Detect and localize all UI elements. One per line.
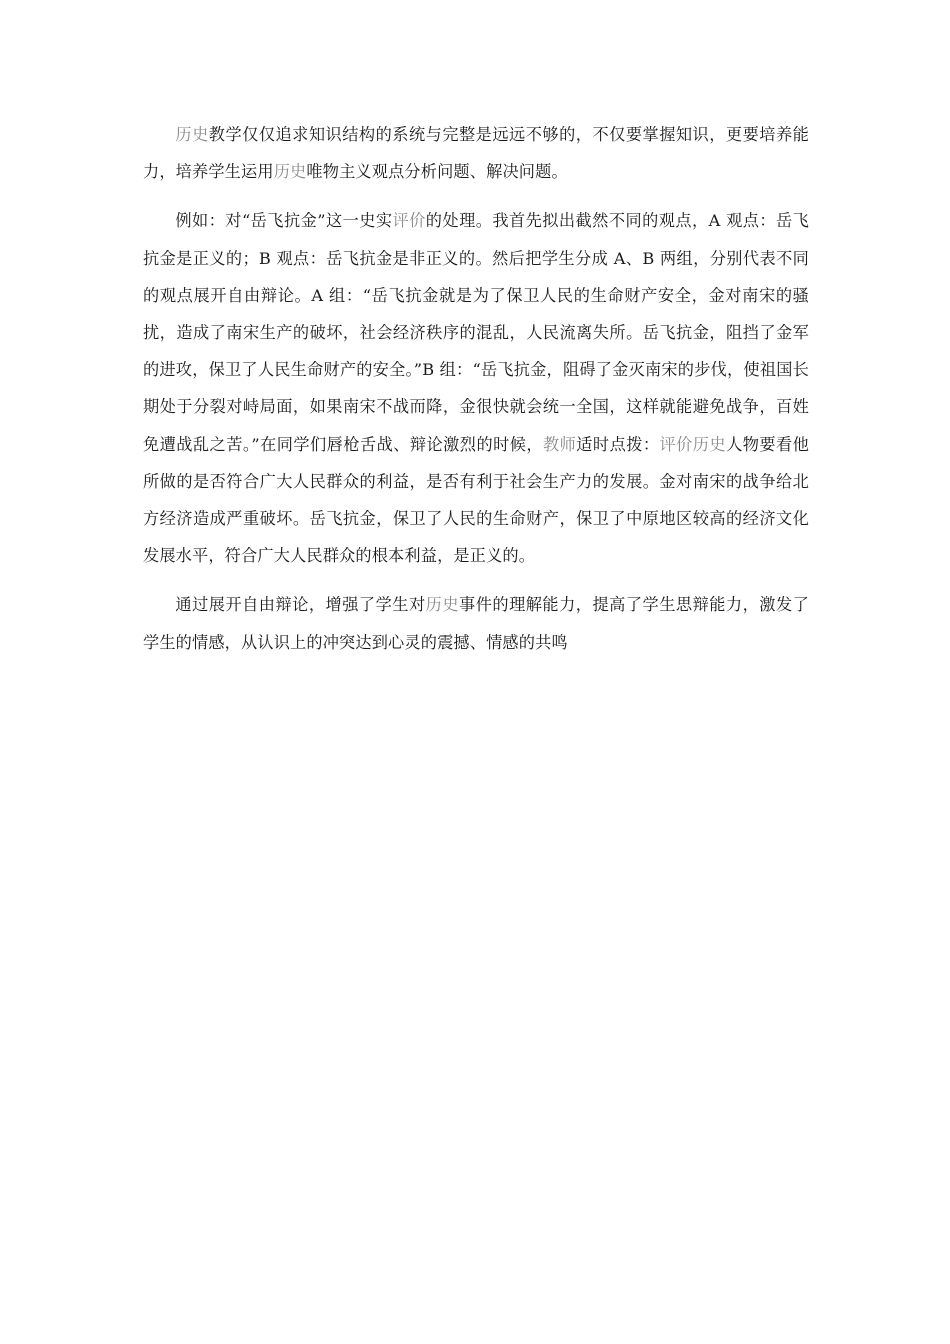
paragraph-2	[143, 202, 809, 574]
link-lishi[interactable]: 历史	[273, 162, 307, 182]
link-lishi[interactable]: 历史	[692, 434, 727, 454]
link-lishi[interactable]: 历史	[175, 125, 209, 144]
paragraph-text: 的处理。我首先拟出截然不同的观点，A 观点：岳飞抗金是正义的；B 观点：岳飞抗金是非正义的。然后把学生分成 A、B 两组，分别代表不同的观点展开自由辩论。A 组：“岳飞抗金就是为了保卫人民的生命财产安全，金对南宋的骚扰，造成了南宋生产的破坏，社会经济秩序的混乱，人民流离失所。岳飞抗金，阻挡了金军的进攻，保卫了人民生命财产的安全。”B 组：“岳飞抗金，阻碍了金灭南宋的步伐，使祖国长期处于分裂对峙局面，如果南宋不战而降，金很快就会统一全国，这样就能避免战争，百姓免遭战乱之苦。”在同学们唇枪舌战、辩论激烈的时候，	[143, 211, 809, 454]
document-body	[143, 116, 809, 673]
paragraph-text: 教学仅仅追求知识结构的系统与完整是远远不够的，不仅要掌握知识，更要培养能力，培养学生运用	[143, 125, 809, 182]
paragraph-text: 通过展开自由辩论，增强了学生对	[175, 595, 426, 615]
paragraph-text: 人物要看他所做的是否符合广大人民群众的利益，是否有利于社会生产力的发展。金对南宋的战争给北方经济造成严重破坏。岳飞抗金，保卫了人民的生命财产，保卫了中原地区较高的经济文化发展水平，符合广大人民群众的根本利益，是正义的。	[143, 434, 809, 566]
link-pingjia[interactable]: 评价	[392, 211, 426, 231]
link-pingjia[interactable]: 评价	[659, 434, 693, 454]
paragraph-3	[143, 586, 809, 660]
paragraph-text: 唯物主义观点分析问题、解决问题。	[306, 162, 568, 182]
paragraph-text: 例如：对“岳飞抗金”这一史实	[175, 211, 393, 231]
paragraph-1	[143, 116, 809, 190]
paragraph-text: 事件的理解能力，提高了学生思辩能力，激发了学生的情感，从认识上的冲突达到心灵的震撼、情感的共鸣	[143, 595, 810, 652]
link-jiaoshi[interactable]: 教师	[543, 434, 577, 454]
paragraph-text: 适时点拨：	[576, 434, 660, 454]
link-lishi[interactable]: 历史	[425, 595, 460, 615]
